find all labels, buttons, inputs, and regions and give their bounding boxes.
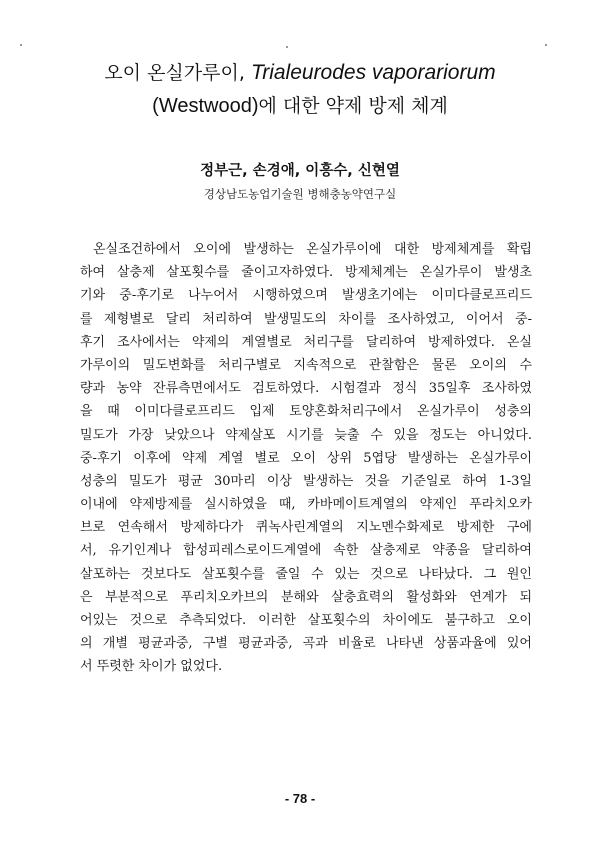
title-korean-part-1: 오이 온실가루이, [104,62,245,84]
abstract-line: 은 부분적으로 푸리치오카브의 분해와 살충효력의 활성화와 연계가 되 [80,589,532,605]
abstract-line: 를 제형별로 달리 처리하여 발생밀도의 차이를 조사하였고, 이어서 중- [80,311,532,327]
author-list: 정부근, 손경애, 이흥수, 신현열 [200,163,400,179]
scan-mark [286,46,288,48]
abstract-line: 후기 조사에서는 약제의 계열별로 처리구를 달리하여 방제하였다. 온실 [80,334,532,350]
title-korean-part-2: 에 대한 약제 방제 체계 [258,95,448,117]
title-species-authority: (Westwood) [152,95,259,117]
abstract-line: 성충의 밀도가 평균 30마리 이상 발생하는 것을 기준일로 하여 1-3일 [80,473,532,489]
abstract-line: 어있는 것으로 추측되었다. 이러한 살포횟수의 차이에도 불구하고 오이 [80,613,532,628]
abstract-line: 서, 유기인계나 합성피레스로이드계열에 속한 살충제로 약종을 달리하여 [80,543,532,559]
abstract-line: 을 때 이미다클로프리드 입제 토양혼화처리구에서 온실가루이 성충의 [80,404,532,420]
abstract-line: 기와 중-후기로 나누어서 시행하였으며 발생초기에는 이미다클로프리드 [80,288,532,304]
abstract-line: 온실조건하에서 오이에 발생하는 온실가루이에 대한 방제체계를 확립 [93,242,532,257]
scan-mark [545,44,547,46]
abstract-line: 중-후기 이후에 약제 계열 별로 오이 상위 5엽당 발생하는 온실가루이 [80,450,532,466]
scan-mark [20,44,22,46]
abstract-line: 량과 농약 잔류측면에서도 검토하였다. 시험결과 정식 35일후 조사하였 [80,381,532,397]
abstract-line: 서 뚜렷한 차이가 없었다. [80,659,223,675]
abstract-body [80,238,532,679]
abstract-line: 의 개별 평균과중, 구별 평균과중, 곡과 비율로 나타낸 상품과율에 있어 [80,636,532,652]
abstract-line: 브로 연속해서 방제하다가 퀴녹사린계열의 지노멘수화제로 방제한 구에 [80,520,532,536]
paper-title-line-2 [0,91,600,121]
abstract-line: 밀도가 가장 낮았으나 약제살포 시기를 늦출 수 있을 정도는 아니었다. [80,427,532,443]
author-affiliation: 경상남도농업기술원 병해충농약연구실 [203,187,397,201]
title-scientific-name: Trialeurodes vaporariorum [250,61,496,84]
paper-title-line-1 [0,58,600,88]
abstract-line: 살포하는 것보다도 살포횟수를 줄일 수 있는 것으로 나타났다. 그 원인 [80,566,532,582]
abstract-line: 하여 살충제 살포횟수를 줄이고자하였다. 방제체계는 온실가루이 발생초 [80,265,532,281]
abstract-line: 이내에 약제방제를 실시하였을 때, 카바메이트계열의 약제인 푸라치오카 [80,497,532,513]
page-number: - 78 - [284,791,316,806]
abstract-line: 가루이의 밀도변화를 처리구별로 지속적으로 관찰함은 물론 오이의 수 [80,357,532,373]
